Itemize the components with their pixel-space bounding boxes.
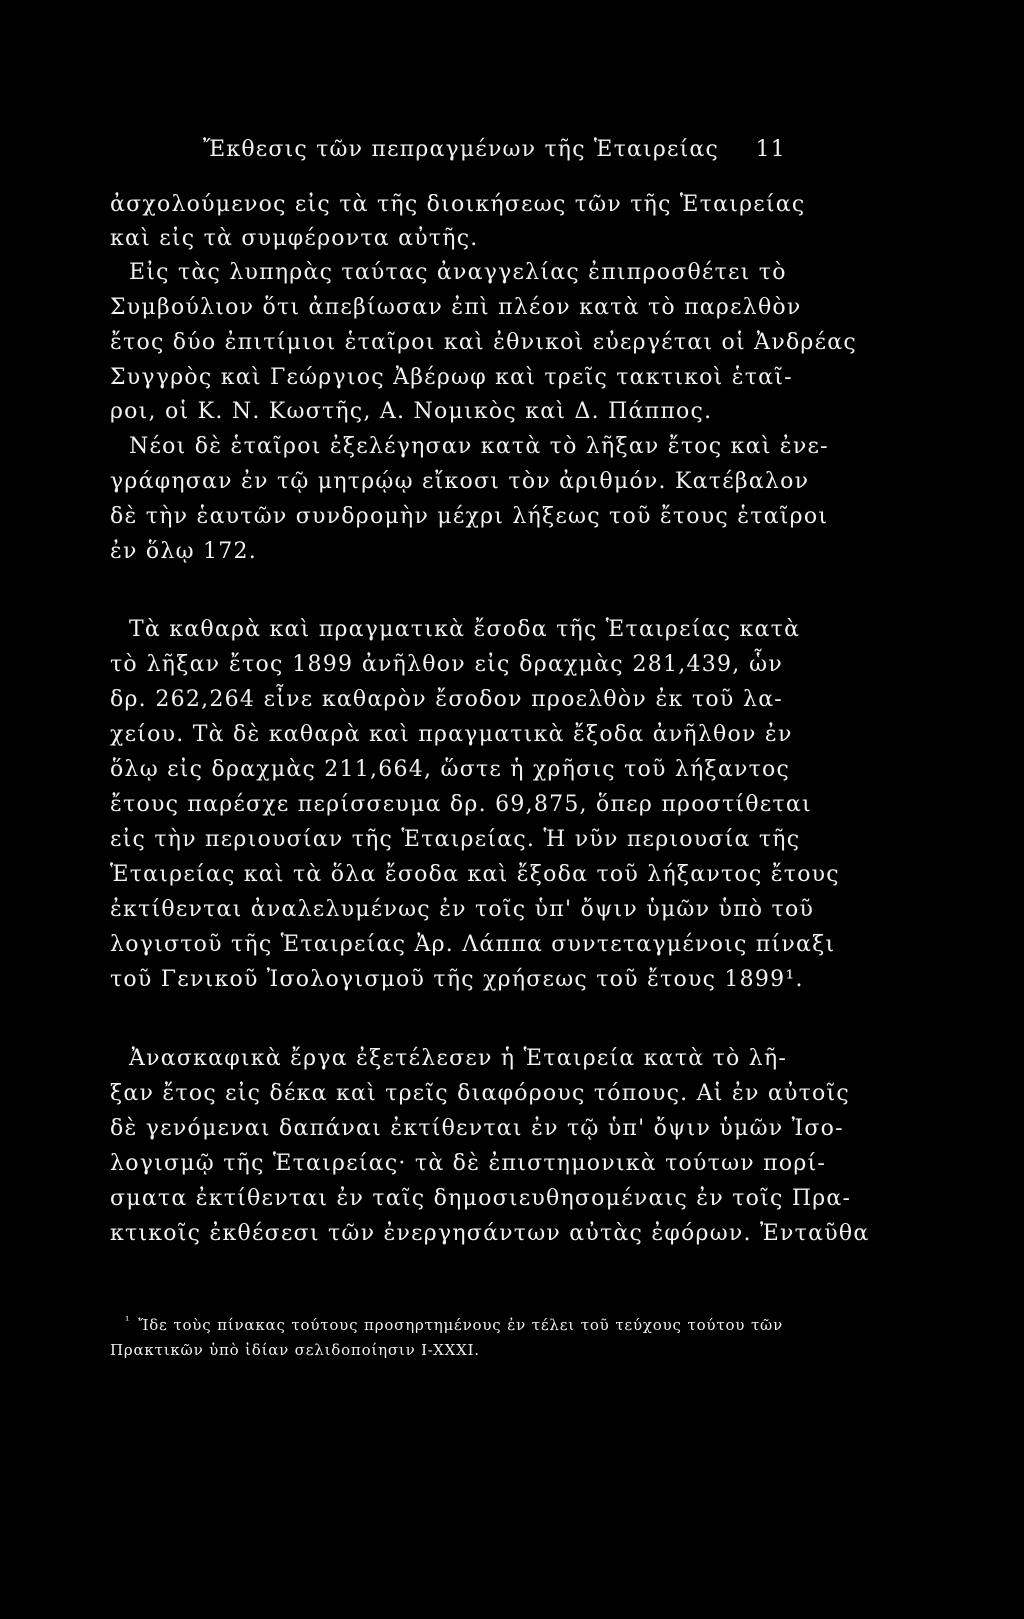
text-line: ἐν ὅλῳ 172. [110, 539, 258, 564]
footnote-line [125, 1315, 783, 1337]
text-line: δρ. 262,264 εἶνε καθαρὸν ἔσοδον προελθὸν ἐκ τοῦ λα- [110, 687, 783, 712]
text-line: ροι, οἱ Κ. Ν. Κωστῆς, Α. Νομικὸς καὶ Δ. Πάππος. [110, 399, 713, 424]
text-line: χείου. Τὰ δὲ καθαρὰ καὶ πραγματικὰ ἔξοδα ἀνῆλθον ἐν [110, 722, 793, 747]
text-line: δὲ γενόμεναι δαπάναι ἐκτίθενται ἐν τῷ ὑπ' ὄψιν ὑμῶν Ἰσο- [110, 1116, 844, 1141]
running-title: Ἔκθεσις τῶν πεπραγμένων τῆς Ἑταιρείας [203, 137, 720, 162]
text-line: σματα ἐκτίθενται ἐν ταῖς δημοσιευθησομέναις ἐν τοῖς Πρα- [110, 1186, 852, 1211]
text-line: Εἰς τὰς λυπηρὰς ταύτας ἀναγγελίας ἐπιπροσθέτει τὸ [129, 260, 787, 285]
text-line: Τὰ καθαρὰ καὶ πραγματικὰ ἔσοδα τῆς Ἑταιρείας κατὰ [129, 617, 801, 642]
text-line: Νέοι δὲ ἑταῖροι ἐξελέγησαν κατὰ τὸ λῆξαν ἔτος καὶ ἐνε- [129, 434, 829, 459]
page-number: 11 [755, 137, 786, 162]
text-line: κτικοῖς ἐκθέσεσι τῶν ἐνεργησάντων αὐτὰς ἐφόρων. Ἐνταῦθα [110, 1221, 870, 1246]
text-line: Συμβούλιον ὅτι ἀπεβίωσαν ἐπὶ πλέον κατὰ τὸ παρελθὸν [110, 295, 802, 320]
text-line: καὶ εἰς τὰ συμφέροντα αὐτῆς. [110, 226, 479, 251]
text-line: εἰς τὴν περιουσίαν τῆς Ἑταιρείας. Ἡ νῦν περιουσία τῆς [110, 827, 801, 852]
text-line: ὅλῳ εἰς δραχμὰς 211,664, ὥστε ἡ χρῆσις τοῦ λήξαντος [110, 757, 791, 782]
running-header [203, 137, 786, 167]
text-line: ἐκτίθενται ἀναλελυμένως ἐν τοῖς ὑπ' ὄψιν ὑμῶν ὑπὸ τοῦ [110, 897, 815, 922]
text-line: ξαν ἔτος εἰς δέκα καὶ τρεῖς διαφόρους τόπους. Αἱ ἐν αὐτοῖς [110, 1081, 850, 1106]
text-line: Ἀνασκαφικὰ ἔργα ἐξετέλεσεν ἡ Ἑταιρεία κατὰ τὸ λῆ- [129, 1046, 788, 1071]
text-line: ἔτος δύο ἐπιτίμιοι ἑταῖροι καὶ ἐθνικοὶ εὐεργέται οἱ Ἀνδρέας [110, 330, 857, 355]
text-line: γράφησαν ἐν τῷ μητρῴῳ εἴκοσι τὸν ἀριθμόν. Κατέβαλον [110, 469, 810, 494]
footnote-marker: ¹ [125, 1314, 131, 1327]
text-line: ἔτους παρέσχε περίσσευμα δρ. 69,875, ὅπερ προστίθεται [110, 792, 812, 817]
text-line: τοῦ Γενικοῦ Ἰσολογισμοῦ τῆς χρήσεως τοῦ ἔτους 1899¹. [110, 967, 804, 992]
text-line: λογισμῷ τῆς Ἑταιρείας· τὰ δὲ ἐπιστημονικὰ τούτων πορί- [110, 1151, 827, 1176]
text-line: Ἑταιρείας καὶ τὰ ὅλα ἔσοδα καὶ ἔξοδα τοῦ λήξαντος ἔτους [110, 862, 840, 887]
text-line: τὸ λῆξαν ἔτος 1899 ἀνῆλθον εἰς δραχμὰς 281,439, ὧν [110, 652, 783, 677]
text-line: δὲ τὴν ἑαυτῶν συνδρομὴν μέχρι λήξεως τοῦ ἔτους ἑταῖροι [110, 504, 829, 529]
footnote-line: Πρακτικῶν ὑπὸ ἰδίαν σελιδοποίησιν I-XXXI. [110, 1341, 480, 1359]
text-line: Συγγρὸς καὶ Γεώργιος Ἀβέρωφ καὶ τρεῖς τακτικοὶ ἑταῖ- [110, 365, 793, 390]
text-line: ἀσχολούμενος εἰς τὰ τῆς διοικήσεως τῶν τῆς Ἑταιρείας [110, 192, 806, 217]
text-line: λογιστοῦ τῆς Ἑταιρείας Ἀρ. Λάππα συντεταγμένοις πίναξι [110, 932, 836, 957]
footnote-text: Ἴδε τοὺς πίνακας τούτους προσηρτημένους ἐν τέλει τοῦ τεύχους τούτου τῶν [138, 1316, 783, 1334]
